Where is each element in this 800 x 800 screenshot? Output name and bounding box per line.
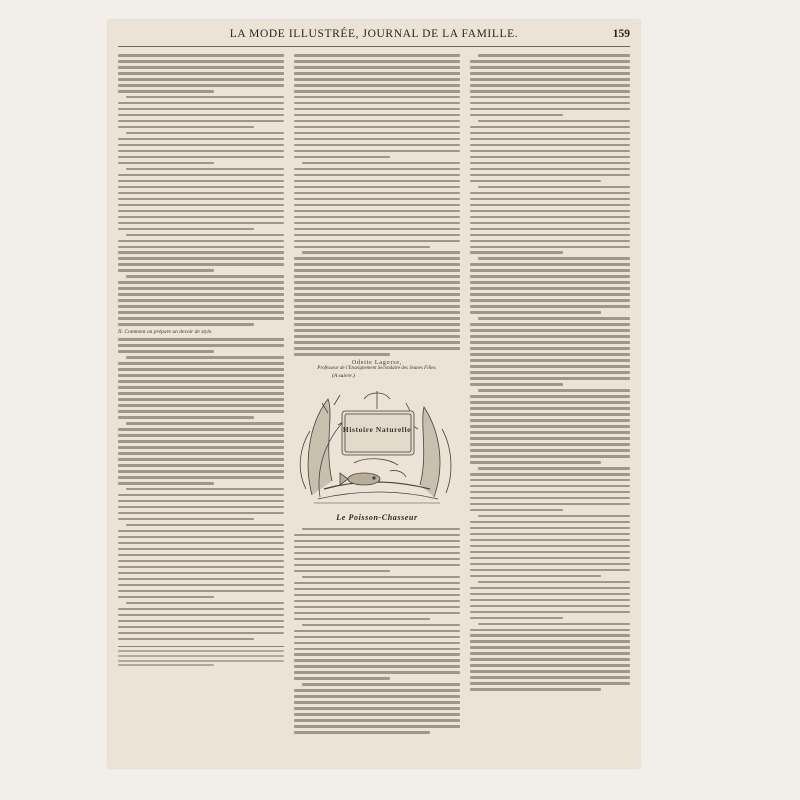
paragraph bbox=[294, 54, 460, 158]
fish-and-foliage-engraving bbox=[294, 385, 460, 509]
paragraph bbox=[294, 576, 460, 620]
paragraph bbox=[118, 602, 284, 641]
author-title: Professeur de l'Enseignement Secondaire des Jeunes Filles. bbox=[317, 365, 437, 371]
paragraph bbox=[118, 488, 284, 521]
paragraph bbox=[470, 623, 630, 691]
paragraph bbox=[470, 389, 630, 463]
author-name: Odette Lagorse, bbox=[351, 359, 403, 366]
paragraph bbox=[118, 338, 284, 353]
paragraph bbox=[470, 515, 630, 577]
paragraph bbox=[118, 168, 284, 230]
paragraph bbox=[294, 683, 460, 733]
paragraph bbox=[470, 467, 630, 511]
paragraph bbox=[118, 54, 284, 93]
to-be-continued: (A suivre.) bbox=[332, 372, 355, 379]
paragraph bbox=[294, 624, 460, 680]
paragraph bbox=[470, 120, 630, 182]
paragraph bbox=[294, 162, 460, 248]
subsection-heading: II. Comment on prépare un devoir de style. bbox=[118, 329, 213, 336]
newspaper-page bbox=[108, 20, 640, 768]
paragraph bbox=[470, 186, 630, 254]
paragraph bbox=[118, 96, 284, 129]
author-signature bbox=[294, 360, 460, 371]
paragraph bbox=[470, 581, 630, 620]
paragraph bbox=[118, 524, 284, 598]
journal-title: LA MODE ILLUSTRÉE, JOURNAL DE LA FAMILLE. bbox=[229, 28, 519, 40]
paragraph bbox=[118, 234, 284, 273]
paragraph bbox=[470, 257, 630, 313]
text-column-left bbox=[118, 54, 284, 669]
paragraph bbox=[118, 356, 284, 418]
paragraph bbox=[470, 54, 630, 116]
text-column-right bbox=[470, 54, 630, 694]
text-column-middle bbox=[294, 54, 460, 737]
paragraph bbox=[118, 132, 284, 165]
footnote bbox=[118, 646, 284, 666]
paragraph bbox=[470, 317, 630, 385]
paragraph bbox=[294, 528, 460, 572]
page-header bbox=[118, 28, 630, 47]
illustration-caption: Le Poisson-Chasseur bbox=[336, 512, 418, 522]
engraving-illustration bbox=[294, 385, 460, 509]
paragraph bbox=[118, 275, 284, 325]
page-number: 159 bbox=[612, 28, 630, 40]
paragraph bbox=[118, 422, 284, 484]
illustration-title: Histoire Naturelle bbox=[342, 424, 412, 434]
paragraph bbox=[294, 251, 460, 355]
